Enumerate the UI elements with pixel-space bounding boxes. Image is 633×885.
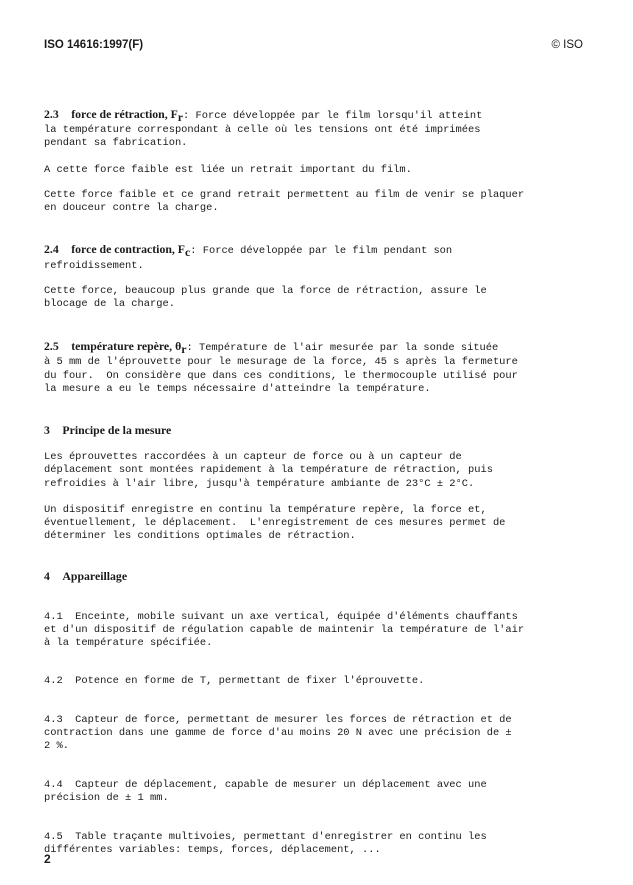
- clause-number: 2.5: [44, 339, 59, 354]
- document-standard-id: ISO 14616:1997(F): [44, 39, 144, 51]
- clause-4-3: 4.3 Capteur de force, permettant de mesurer les forces de rétraction et de contraction dans une gamme de force d'au moins 20 N avec une précision de ± 2 %.: [44, 713, 512, 752]
- section-number: 4: [44, 568, 50, 583]
- definition-continuation: à 5 mm de l'éprouvette pour le mesurage de la force, 45 s après la fermeture du four. On considère que dans ces conditions, le thermocouple utilisé pour la mesure a eu le temps nécessaire d'atteindre la température.: [44, 356, 518, 395]
- section-3-heading: [44, 424, 584, 439]
- definition-continuation: la température correspondant à celle où les tensions ont été imprimées pendant sa fabrication.: [44, 124, 481, 150]
- paragraph: Un dispositif enregistre en continu la température repère, la force et, éventuellement, le déplacement. L'enregistrement de ces mesures permet de déterminer les conditions optimales de rétraction.: [44, 503, 506, 543]
- definition-text: : Force développée par le film pendant son: [190, 245, 453, 258]
- paragraph: Cette force faible et ce grand retrait permettent au film de venir se plaquer en douceur contre la charge.: [44, 188, 525, 215]
- definition-continuation: refroidissement.: [44, 259, 144, 272]
- section-number: 3: [44, 423, 50, 438]
- clause-4-4: 4.4 Capteur de déplacement, capable de mesurer un déplacement avec une précision de ± 1 mm.: [44, 779, 487, 805]
- definition-text: : Température de l'air mesurée par la sonde située: [186, 342, 499, 355]
- document-body: [44, 108, 584, 857]
- paragraph: A cette force faible est liée un retrait important du film.: [44, 163, 412, 176]
- section-title: Appareillage: [62, 568, 128, 583]
- term-subscript: r: [181, 342, 187, 357]
- copyright-mark: © ISO: [551, 39, 583, 51]
- term-force-contraction: force de contraction, F: [71, 242, 186, 257]
- term-force-retraction: force de rétraction, F: [71, 107, 178, 121]
- section-4-heading: [44, 570, 584, 585]
- clause-2-3-definition: [44, 108, 584, 124]
- term-subscript: c: [185, 245, 191, 260]
- clause-2-4-definition: [44, 243, 584, 259]
- clause-number: 2.4: [44, 242, 59, 257]
- page-number: 2: [44, 852, 51, 866]
- definition-text: : Force développée par le film lorsqu'il atteint: [183, 110, 483, 122]
- clause-4-1: 4.1 Enceinte, mobile suivant un axe vertical, équipée d'éléments chauffants et d'un dispositif de régulation capable de maintenir la température de l'air à la température spécifiée.: [44, 610, 525, 650]
- section-title: Principe de la mesure: [62, 423, 172, 438]
- term-subscript: r: [177, 110, 184, 125]
- clause-number: 2.3: [44, 107, 59, 121]
- clause-2-5-definition: [44, 340, 584, 356]
- paragraph: Cette force, beaucoup plus grande que la force de rétraction, assure le blocage de la charge.: [44, 284, 487, 310]
- paragraph: Les éprouvettes raccordées à un capteur de force ou à un capteur de déplacement sont montées rapidement à la température de rétraction, puis refroidies à l'air libre, jusqu'à température ambiante de 23°C ± 2°C.: [44, 451, 493, 490]
- term-temperature-repere: température repère, θ: [71, 339, 182, 354]
- clause-4-2: 4.2 Potence en forme de T, permettant de fixer l'éprouvette.: [44, 675, 425, 688]
- clause-4-5: 4.5 Table traçante multivoies, permettant d'enregistrer en continu les différentes variables: temps, forces, déplacement, ...: [44, 830, 487, 856]
